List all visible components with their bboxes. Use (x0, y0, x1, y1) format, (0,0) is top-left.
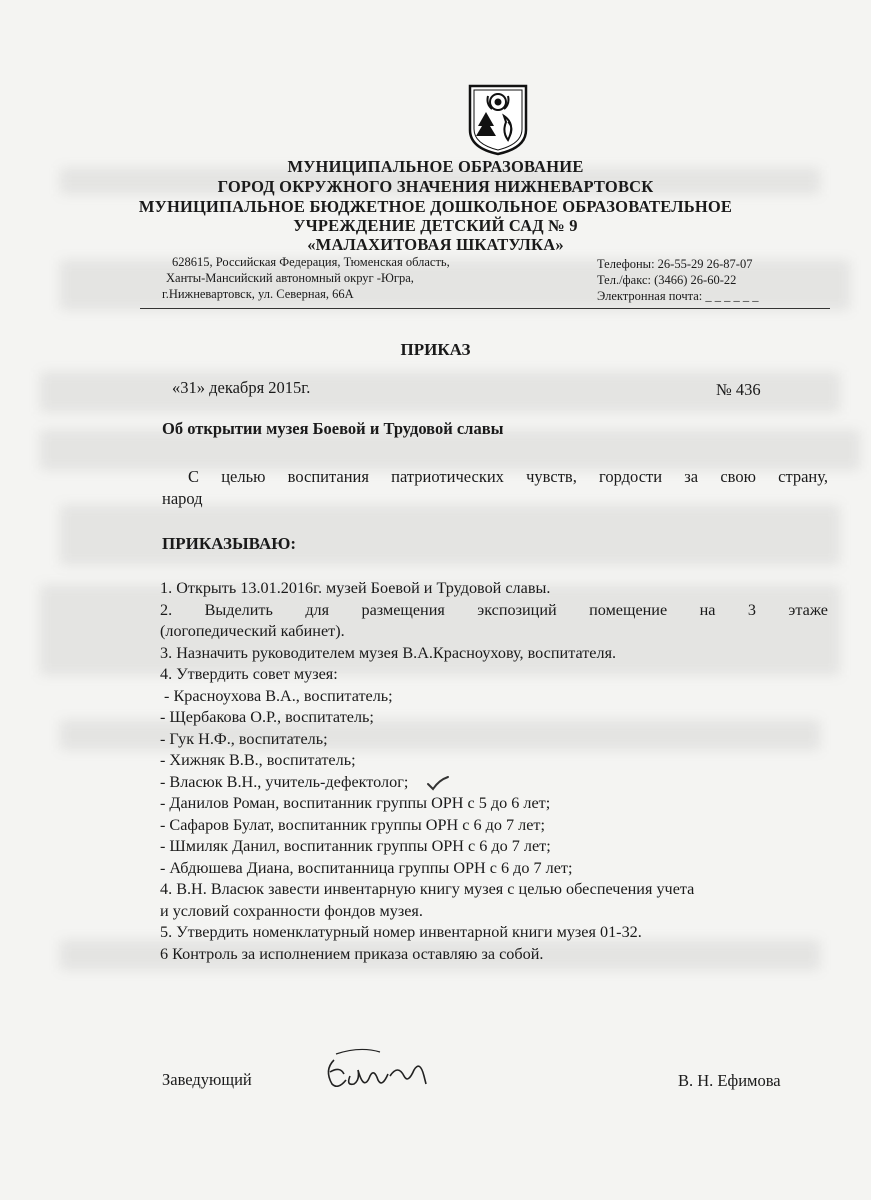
contact-fax: Тел./факс: (3466) 26-60-22 (597, 273, 737, 287)
list-item: 4. Утвердить совет музея: (160, 665, 338, 683)
list-item: - Данилов Роман, воспитанник группы ОРН с 5 до 6 лет; (160, 794, 551, 812)
list-item: 3. Назначить руководителем музея В.А.Красноухову, воспитателя. (160, 643, 617, 662)
header-divider (140, 308, 830, 309)
list-item: 2. Выделить для размещения экспозиций помещение на 3 этаже (160, 600, 828, 619)
list-item: - Сафаров Булат, воспитанник группы ОРН с 6 до 7 лет; (160, 815, 545, 834)
purpose-line-1: С целью воспитания патриотических чувств, гордости за свою страну, (188, 467, 828, 486)
list-item: - Шмиляк Данил, воспитанник группы ОРН с 6 до 7 лет; (160, 837, 551, 855)
list-item: 5. Утвердить номенклатурный номер инвентарной книги музея 01-32. (160, 923, 642, 941)
list-item: 6 Контроль за исполнением приказа оставляю за собой. (160, 944, 544, 963)
contact-phones: Телефоны: 26-55-29 26-87-07 (597, 257, 753, 271)
signature-icon (320, 1040, 440, 1100)
list-item: - Красноухова В.А., воспитатель; (160, 686, 393, 705)
address-line-3: г.Нижневартовск, ул. Северная, 66А (162, 287, 354, 301)
address-line-2: Ханты-Мансийский автономный округ -Югра, (166, 271, 414, 285)
signatory-position: Заведующий (162, 1070, 252, 1089)
header-line-4: УЧРЕЖДЕНИЕ ДЕТСКИЙ САД № 9 (293, 216, 578, 235)
list-item: - Хижняк В.В., воспитатель; (160, 751, 356, 769)
directive-heading: ПРИКАЗЫВАЮ: (162, 534, 297, 553)
header-line-2: ГОРОД ОКРУЖНОГО ЗНАЧЕНИЯ НИЖНЕВАРТОВСК (217, 177, 654, 196)
order-items (160, 578, 828, 965)
list-item: - Власюк В.Н., учитель-дефектолог; (160, 772, 409, 791)
list-item: 1. Открыть 13.01.2016г. музей Боевой и Трудовой славы. (160, 579, 551, 597)
signatory-name: В. Н. Ефимова (678, 1071, 781, 1090)
list-item: и условий сохранности фондов музея. (160, 901, 423, 920)
contact-email: Электронная почта: _ _ _ _ _ _ (597, 289, 759, 303)
city-emblem-icon (466, 82, 530, 156)
address-line-1: 628615, Российская Федерация, Тюменская область, (172, 255, 450, 269)
order-subject: Об открытии музея Боевой и Трудовой славы (162, 419, 504, 438)
list-item: - Щербакова О.Р., воспитатель; (160, 708, 374, 726)
order-date: «31» декабря 2015г. (172, 378, 311, 397)
list-item: (логопедический кабинет). (160, 622, 345, 640)
checkmark-icon (426, 775, 450, 791)
purpose-line-2: народ (162, 489, 203, 508)
document-title: ПРИКАЗ (400, 340, 471, 359)
header-line-1: МУНИЦИПАЛЬНОЕ ОБРАЗОВАНИЕ (287, 157, 584, 176)
header-line-5: «МАЛАХИТОВАЯ ШКАТУЛКА» (307, 235, 564, 254)
list-item: 4. В.Н. Власюк завести инвентарную книгу музея с целью обеспечения учета (160, 880, 695, 898)
list-item: - Абдюшева Диана, воспитанница группы ОРН с 6 до 7 лет; (160, 858, 573, 877)
list-item: - Гук Н.Ф., воспитатель; (160, 729, 328, 748)
list-item-row (160, 772, 828, 794)
order-number: № 436 (716, 380, 761, 399)
header-line-3: МУНИЦИПАЛЬНОЕ БЮДЖЕТНОЕ ДОШКОЛЬНОЕ ОБРАЗОВАТЕЛЬНОЕ (138, 197, 733, 216)
